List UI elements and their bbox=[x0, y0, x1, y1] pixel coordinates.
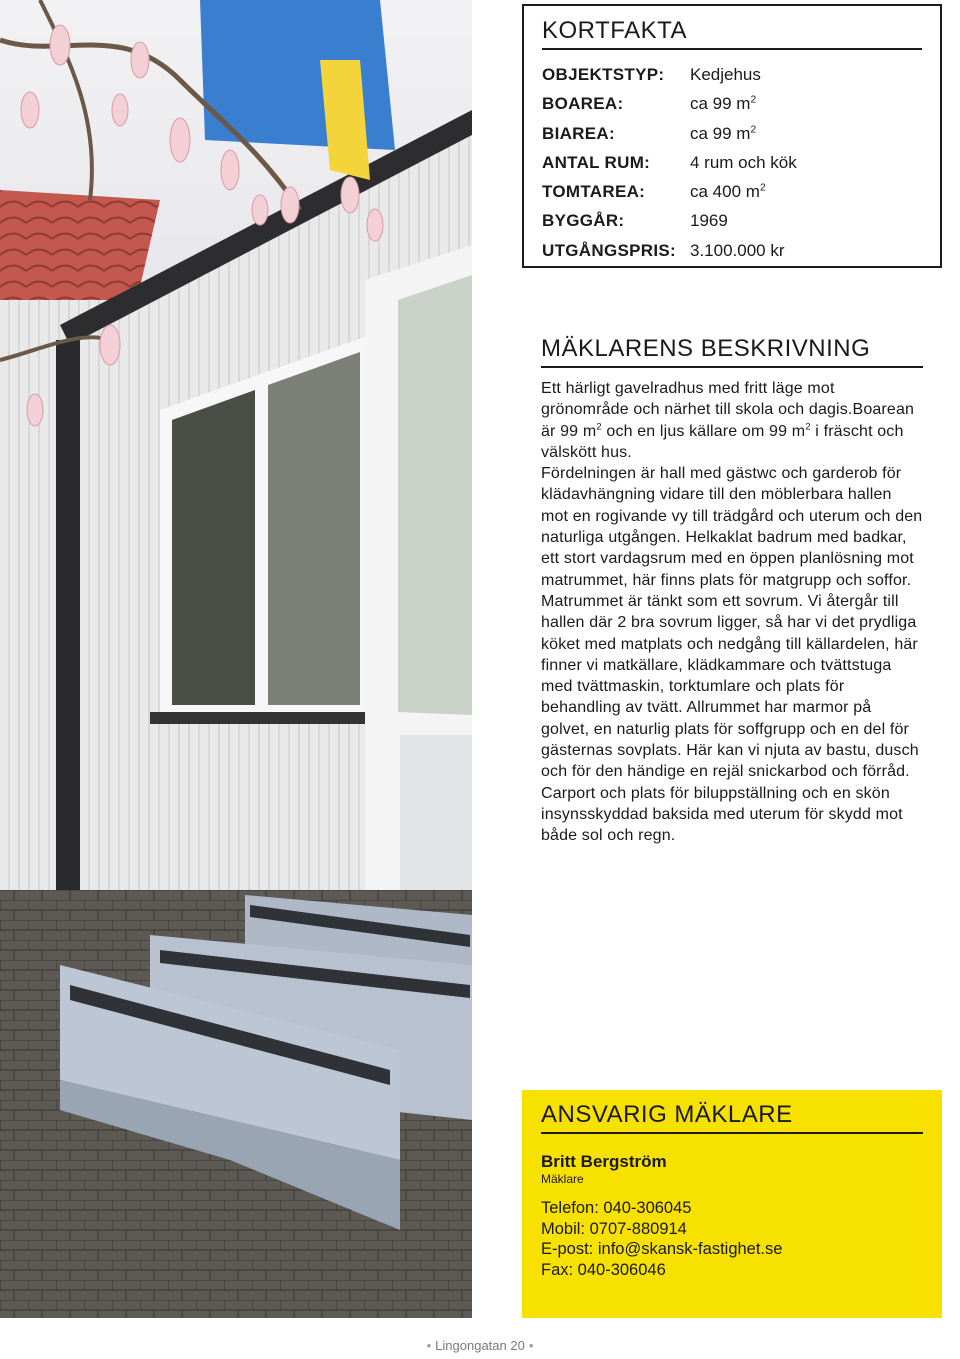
agent-box bbox=[522, 1090, 942, 1318]
fact-key: ANTAL RUM: bbox=[542, 152, 651, 172]
fact-value: ca 99 $m^2$ bbox=[690, 94, 757, 114]
fact-value: ca 400 $m^2$ bbox=[690, 182, 766, 202]
description-heading: MÄKLARENS BESKRIVNING bbox=[541, 334, 923, 368]
fact-value: 1969 bbox=[690, 211, 728, 231]
facts-box bbox=[522, 4, 942, 268]
fact-key: OBJEKTSTYP: bbox=[542, 65, 665, 84]
fact-key: BOAREA: bbox=[542, 94, 624, 114]
fact-row bbox=[542, 148, 922, 177]
agent-role: Mäklare bbox=[541, 1172, 584, 1186]
fact-row bbox=[542, 206, 922, 235]
fact-value: 3.100.000 kr bbox=[690, 240, 785, 260]
facts-heading: KORTFAKTA bbox=[542, 16, 922, 50]
house-entrance-illustration bbox=[0, 0, 472, 1318]
agent-email[interactable]: E-post: info@skansk-fastighet.se bbox=[541, 1240, 783, 1258]
description-section bbox=[522, 334, 942, 874]
description-paragraph-1: Ett härligt gavelradhus med fritt läge mot grönområde och närhet till skola och dagis.Boarean är 99 $m^2$ och en ljus källare om 99 $m^2$ i fräscht och välskött hus. bbox=[541, 380, 915, 461]
footer-address: Lingongatan 20 bbox=[435, 1338, 525, 1353]
agent-fax: Fax: 040-306046 bbox=[541, 1260, 666, 1279]
footer-bullet-left: • bbox=[426, 1338, 432, 1353]
property-photo bbox=[0, 0, 472, 1318]
fact-key: UTGÅNGSPRIS: bbox=[542, 240, 676, 260]
agent-phone: Telefon: 040-306045 bbox=[541, 1199, 692, 1217]
fact-row bbox=[542, 119, 922, 148]
fact-value: 4 rum och kök bbox=[690, 152, 797, 172]
fact-row bbox=[542, 177, 922, 206]
fact-row bbox=[542, 89, 922, 118]
fact-key: TOMTAREA: bbox=[542, 182, 646, 202]
facts-list bbox=[542, 60, 922, 265]
description-paragraph-2: Fördelningen är hall med gästwc och garderob för klädavhängning vidare till den möblerbara hallen mot en rogivande vy till trädgård och uterum och den naturliga utgången. Helkaklat badrum med badkar, ett stort vardagsrum med en öppen planlösning mot matrummet, här finns plats för matgrupp och soffor. Matrummet är tänkt som ett sovrum. Vi återgår till hallen där 2 bra sovrum ligger, så har vi det prydliga köket med matplats och nedgång till källardelen, här finner vi matkällare, klädkammare och tvättstuga med tvättmaskin, torktumlare och plats för behandling av tvätt. Allrummet har marmor på golvet, en naturlig plats för soffgrupp och en del för gästernas sovplats. Här kan vi njuta av bastu, dusch och för den händige en rejäl snickarbod och förråd. Carport och plats för biluppställning och en skön insynsskyddad baksida med uterum för skydd mot både sol och regn. bbox=[541, 465, 923, 845]
agent-heading: ANSVARIG MÄKLARE bbox=[541, 1100, 923, 1134]
agent-mobile: Mobil: 0707-880914 bbox=[541, 1219, 687, 1238]
footer-bullet-right: • bbox=[528, 1338, 534, 1353]
page-footer bbox=[0, 1338, 960, 1353]
fact-key: BYGGÅR: bbox=[542, 211, 625, 231]
fact-value: Kedjehus bbox=[690, 65, 761, 84]
fact-row bbox=[542, 236, 922, 265]
fact-key: BIAREA: bbox=[542, 123, 615, 143]
agent-name: Britt Bergström bbox=[541, 1152, 667, 1171]
fact-row bbox=[542, 60, 922, 89]
fact-value: ca 99 $m^2$ bbox=[690, 123, 757, 143]
